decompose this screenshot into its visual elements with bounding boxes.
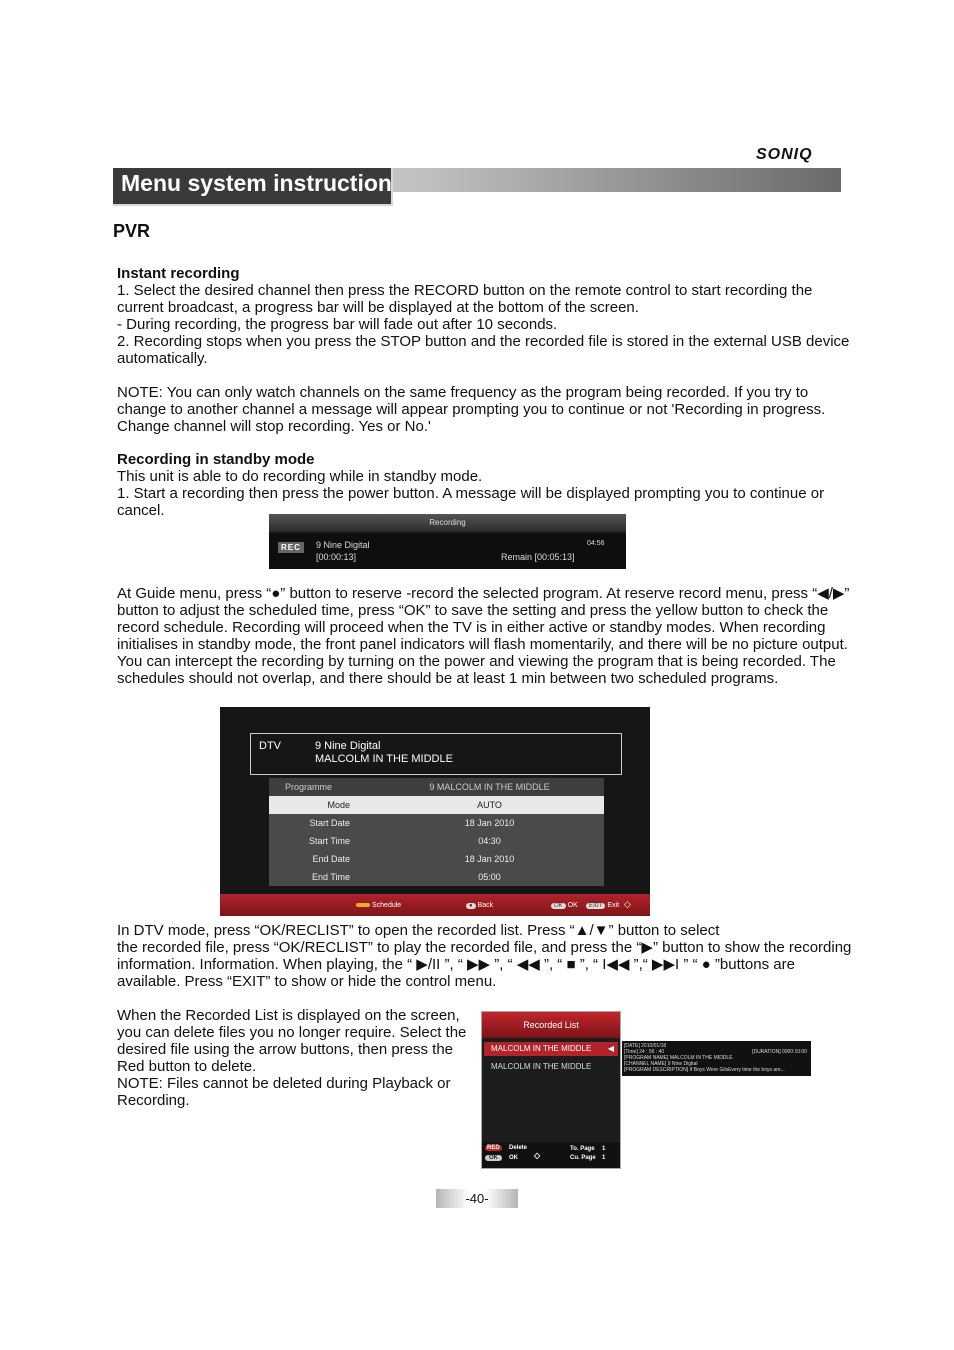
ok-hint[interactable] bbox=[551, 902, 578, 909]
recbar-elapsed: [00:00:13] bbox=[316, 552, 357, 562]
recbar-channel: 9 Nine Digital bbox=[316, 540, 370, 550]
ok-label: OK bbox=[567, 902, 578, 909]
dtv-section bbox=[117, 922, 857, 990]
row-label: End Date bbox=[269, 850, 375, 868]
info-description: [PROGRAM DESCRIPTION] If Boys Were GilsEvery time the boys are... bbox=[624, 1067, 785, 1073]
recording-progress-bar bbox=[269, 514, 626, 569]
recbar-remain: Remain [00:05:13] bbox=[501, 552, 575, 562]
row-value: 18 Jan 2010 bbox=[375, 850, 604, 868]
instant-line-1: 1. Select the desired channel then press the RECORD button on the remote control to start recording the current broadcast, a progress bar will be displayed at the bottom of the screen. bbox=[117, 282, 813, 316]
info-time: [Time] 24 : 56 : 40 bbox=[624, 1049, 665, 1055]
recording-info-panel bbox=[622, 1041, 811, 1076]
recorded-list-panel bbox=[481, 1011, 621, 1169]
back-hint[interactable] bbox=[466, 902, 493, 909]
brand-logo: SONIQ bbox=[756, 146, 813, 163]
row-value: 04:30 bbox=[375, 832, 604, 850]
recbar-clock: 04:56 bbox=[587, 540, 605, 547]
instant-note: NOTE: You can only watch channels on the same frequency as the program being recorded. If you try to change to another channel a message will appear prompting you to continue or not 'Recording in progress. Change channel will stop recording. Yes or No.' bbox=[117, 384, 826, 435]
reserve-settings-table bbox=[269, 778, 604, 886]
ok-key-icon: OK bbox=[485, 1155, 502, 1161]
row-label: Start Date bbox=[269, 814, 375, 832]
source-label: DTV bbox=[259, 740, 281, 752]
arrows-icon: ◇ bbox=[534, 1151, 541, 1160]
to-page-value: 1 bbox=[602, 1146, 606, 1152]
list-item-label: MALCOLM IN THE MIDDLE bbox=[491, 1062, 592, 1071]
row-value: AUTO bbox=[375, 796, 604, 814]
to-page-label: To. Page bbox=[570, 1146, 595, 1152]
instant-heading: Instant recording bbox=[117, 265, 240, 282]
arrows-icon: ◇ bbox=[624, 899, 631, 909]
program-name: MALCOLM IN THE MIDDLE bbox=[315, 753, 453, 765]
back-label: Back bbox=[477, 902, 494, 909]
ok-key-icon: OK bbox=[551, 903, 566, 909]
end-time-row[interactable] bbox=[269, 868, 604, 886]
dtv-line-1: In DTV mode, press “OK/RECLIST” to open the recorded list. Press “▲/▼” button to select bbox=[117, 922, 720, 939]
selected-arrow-icon: ◀ bbox=[607, 1044, 614, 1053]
recorded-list-footer bbox=[482, 1142, 620, 1168]
exit-label: Exit bbox=[607, 902, 620, 909]
info-program: [PROGRAM NAME] MALCOLM IN THE MIDDLE bbox=[624, 1055, 733, 1061]
page-number: -40- bbox=[436, 1189, 518, 1208]
schedule-hint[interactable] bbox=[356, 902, 401, 909]
start-time-row[interactable] bbox=[269, 832, 604, 850]
info-date: [DATE] 2010/01/18 bbox=[624, 1043, 667, 1049]
rec-badge: REC bbox=[278, 542, 304, 553]
standby-heading: Recording in standby mode bbox=[117, 451, 315, 468]
section-heading: PVR bbox=[113, 221, 151, 241]
row-value: 05:00 bbox=[375, 868, 604, 886]
ok-hint[interactable]: OK bbox=[509, 1155, 518, 1161]
recbar-body bbox=[269, 534, 626, 569]
list-item[interactable] bbox=[484, 1060, 618, 1074]
delete-hint[interactable]: Delete bbox=[509, 1145, 528, 1151]
row-label: Start Time bbox=[269, 832, 375, 850]
programme-row bbox=[269, 778, 604, 796]
instant-line-3: 2. Recording stops when you press the STOP button and the recorded file is stored in the external USB device automatically. bbox=[117, 333, 850, 367]
standby-section bbox=[117, 451, 857, 519]
start-date-row[interactable] bbox=[269, 814, 604, 832]
end-date-row[interactable] bbox=[269, 850, 604, 868]
delete-note: NOTE: Files cannot be deleted during Playback or Recording. bbox=[117, 1075, 451, 1109]
guide-section bbox=[117, 585, 857, 687]
channel-info-box bbox=[250, 733, 622, 775]
list-item-label: MALCOLM IN THE MIDDLE bbox=[491, 1044, 592, 1053]
row-label: End Time bbox=[269, 868, 375, 886]
recbar-title: Recording bbox=[269, 514, 626, 532]
instant-line-2: - During recording, the progress bar will fade out after 10 seconds. bbox=[117, 316, 558, 333]
row-value: 9 MALCOLM IN THE MIDDLE bbox=[375, 778, 604, 796]
row-label: Mode bbox=[269, 796, 375, 814]
exit-hint[interactable] bbox=[586, 902, 619, 909]
instant-recording-section bbox=[117, 265, 857, 435]
delete-text: When the Recorded List is displayed on the screen, you can delete files you no longer require. Select the desired file using the arrow buttons, then press the Red button to delete. bbox=[117, 1007, 467, 1075]
record-key-icon: ● bbox=[466, 903, 476, 909]
delete-section bbox=[117, 1007, 479, 1109]
channel-name: 9 Nine Digital bbox=[315, 740, 381, 752]
page-title: Menu system instruction bbox=[121, 170, 392, 196]
yellow-key-icon bbox=[356, 903, 370, 907]
info-duration: [DURATION] 0000:10:00 bbox=[752, 1049, 807, 1055]
cu-page-label: Cu. Page bbox=[570, 1155, 596, 1161]
cu-page-value: 1 bbox=[602, 1155, 606, 1161]
guide-text: At Guide menu, press “●” button to reserve -record the selected program. At reserve record menu, press “◀/▶” button to adjust the scheduled time, press “OK” to save the setting and press the yellow button to check the record schedule. Recording will proceed when the TV is in either active or standby modes. When recording initialises in standby mode, the front panel indicators will flash momentarily, and there will be no picture output. You can intercept the recording by turning on the power and viewing the program that is being recorded. The schedules should not overlap, and there should be at least 1 min between two scheduled programs. bbox=[117, 585, 850, 687]
reserve-record-menu bbox=[220, 707, 650, 916]
dtv-line-2: the recorded file, press “OK/RECLIST” to play the recorded file, and press the “▶” button to show the recording information. Information. When playing, the “ ▶/II ”, “ ▶▶ ”, “ ◀◀ ”, “ ■ ”, “ I◀◀ ”,“ ▶▶I ” “ ● ”buttons are available. Press “EXIT” to show or hide the control menu. bbox=[117, 939, 852, 990]
row-label: Programme bbox=[269, 778, 375, 796]
red-key-icon: RED bbox=[487, 1145, 500, 1151]
row-value: 18 Jan 2010 bbox=[375, 814, 604, 832]
recorded-list-title: Recorded List bbox=[482, 1012, 620, 1038]
list-item[interactable] bbox=[484, 1042, 618, 1056]
menu-footer bbox=[220, 894, 650, 916]
mode-row[interactable] bbox=[269, 796, 604, 814]
info-time-row bbox=[624, 1049, 809, 1055]
exit-key-icon: EXIT bbox=[586, 903, 605, 909]
standby-line-2: 1. Start a recording then press the power button. A message will be displayed prompting you to continue or cancel. bbox=[117, 485, 825, 519]
schedule-label: Schedule bbox=[372, 902, 402, 909]
standby-line-1: This unit is able to do recording while in standby mode. bbox=[117, 468, 483, 485]
info-channel: [CHANNEL NAME] 9 Nine Digital bbox=[624, 1061, 698, 1067]
